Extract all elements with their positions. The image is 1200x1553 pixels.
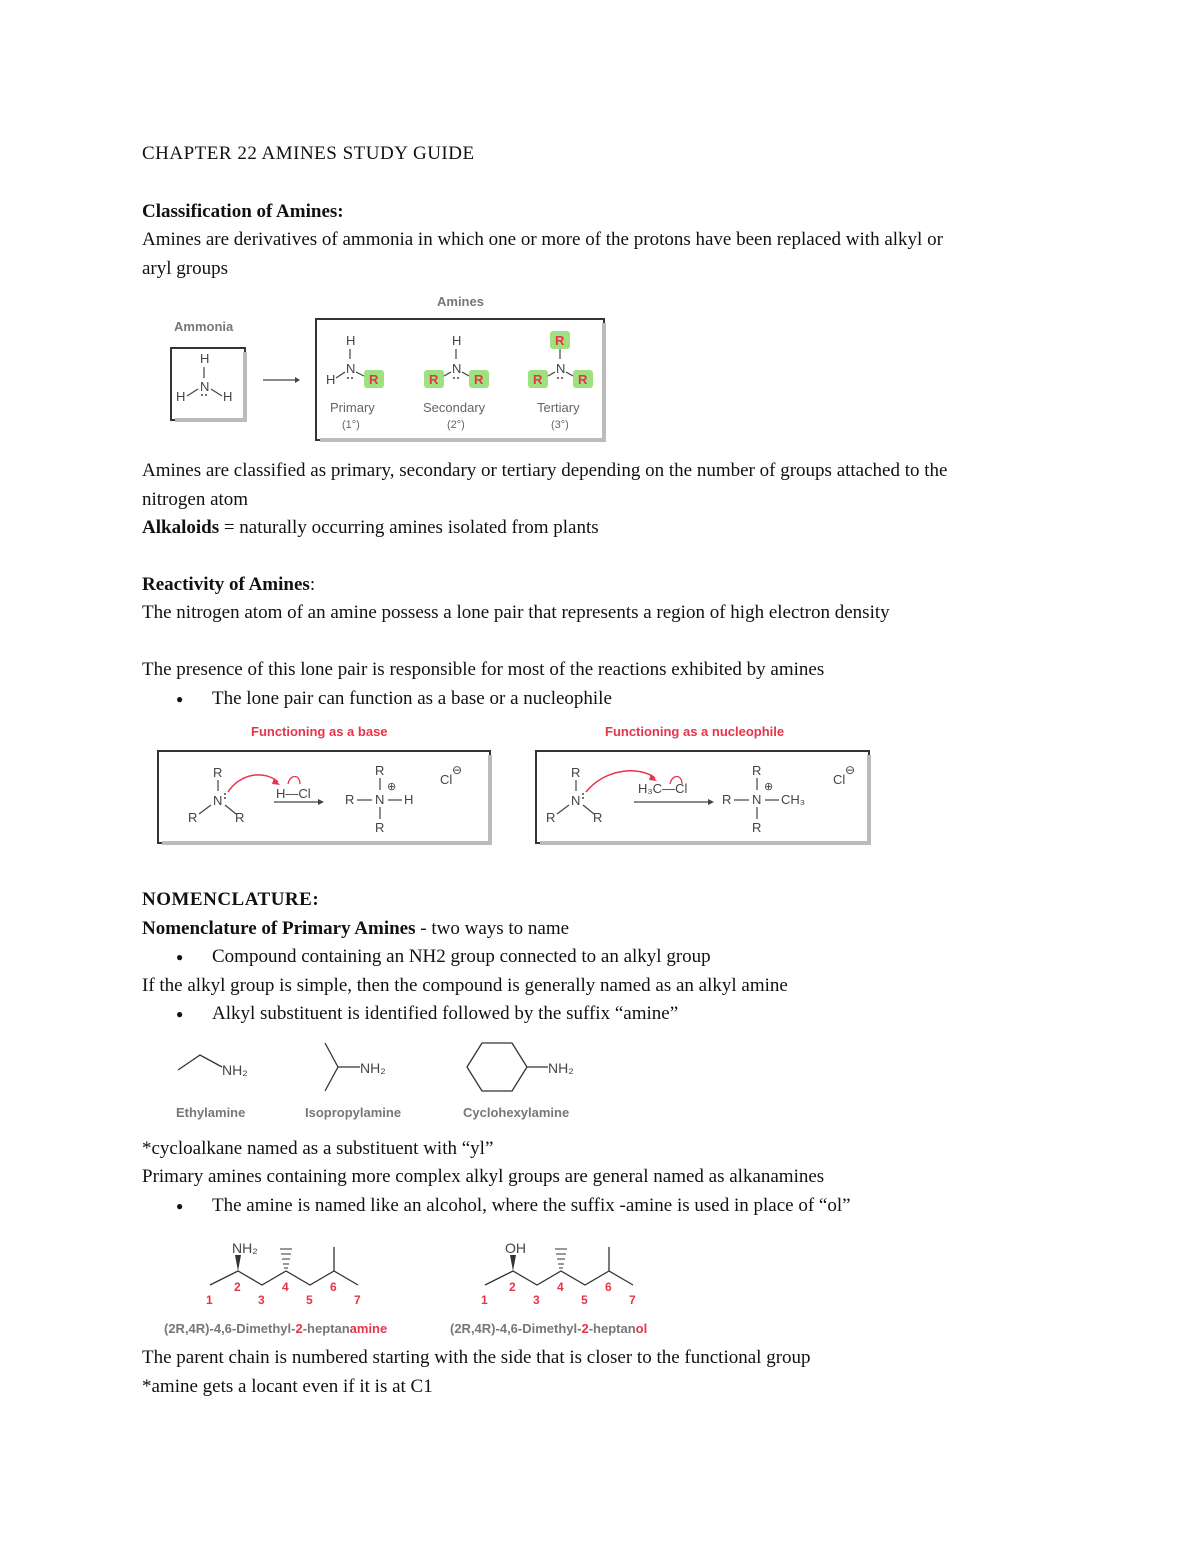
svg-text:NH₂: NH₂: [360, 1060, 386, 1076]
svg-text:R: R: [474, 372, 484, 387]
tertiary-label: Tertiary: [537, 400, 580, 415]
heptanamine-name: (2R,4R)-4,6-Dimethyl-2-heptanamine: [164, 1321, 388, 1336]
svg-text:(3°): (3°): [551, 419, 569, 431]
svg-text:(2°): (2°): [447, 419, 465, 431]
svg-text:2: 2: [509, 1280, 516, 1294]
isopropylamine-label: Isopropylamine: [305, 1105, 402, 1120]
svg-text:R: R: [375, 763, 385, 778]
svg-text:N: N: [571, 793, 581, 808]
svg-text:R: R: [369, 372, 379, 387]
svg-text:⊖: ⊖: [452, 763, 463, 777]
svg-text:Cl: Cl: [833, 772, 846, 787]
alkaloids-line: Alkaloids = naturally occurring amines isolated from plants: [142, 517, 599, 538]
cyclohexylamine-label: Cyclohexylamine: [463, 1105, 570, 1120]
svg-text:N: N: [752, 792, 762, 807]
base-title: Functioning as a base: [251, 724, 388, 739]
svg-text:7: 7: [354, 1293, 361, 1307]
reactivity-text-2: The presence of this lone pair is responsible for most of the reactions exhibited by amines: [142, 659, 825, 680]
svg-text:H—Cl: H—Cl: [276, 786, 311, 801]
svg-text:R: R: [722, 792, 732, 807]
reactivity-bullet-1: The lone pair can function as a base or a nucleophile: [212, 688, 612, 709]
nomenclature-bullet-1: Compound containing an NH2 group connected to an alkyl group: [212, 946, 711, 967]
classification-text-1: Amines are derivatives of ammonia in which one or more of the protons have been replaced with alkyl or: [142, 229, 943, 250]
svg-text:R: R: [533, 372, 543, 387]
svg-text:R: R: [593, 810, 603, 825]
svg-text:H: H: [404, 792, 414, 807]
svg-text:NH₂: NH₂: [548, 1060, 574, 1076]
svg-text:⊕: ⊕: [764, 781, 774, 793]
svg-text:R: R: [555, 333, 565, 348]
svg-text:H: H: [326, 372, 336, 387]
nomenclature-text-2: Primary amines containing more complex alkyl groups are general named as alkanamines: [142, 1166, 825, 1187]
heptanamine-figure: [160, 1235, 680, 1340]
svg-text:⊖: ⊖: [845, 763, 856, 777]
svg-text:R: R: [188, 810, 198, 825]
page-title: CHAPTER 22 AMINES STUDY GUIDE: [142, 143, 475, 164]
svg-text:NH₂: NH₂: [232, 1240, 258, 1256]
svg-text:5: 5: [581, 1293, 588, 1307]
base-box: [158, 751, 490, 843]
nomenclature-note-1: *cycloalkane named as a substituent with “yl”: [142, 1138, 494, 1159]
heptanol-name: (2R,4R)-4,6-Dimethyl-2-heptanol: [450, 1321, 648, 1336]
nomenclature-heading: NOMENCLATURE:: [142, 889, 320, 910]
svg-text:H₃C—Cl: H₃C—Cl: [638, 781, 688, 796]
svg-text:6: 6: [605, 1280, 612, 1294]
nomenclature-bullet-3: The amine is named like an alcohol, where the suffix -amine is used in place of “ol”: [212, 1195, 851, 1216]
svg-text:CH₃: CH₃: [781, 792, 806, 807]
lone-pair-reactivity-figure: [150, 718, 880, 853]
bullet-icon: ●: [176, 1199, 184, 1213]
svg-text:N: N: [452, 361, 462, 376]
simple-amines-figure: [170, 1035, 600, 1130]
svg-text:1: 1: [481, 1293, 488, 1307]
secondary-label: Secondary: [423, 400, 486, 415]
svg-text:R: R: [578, 372, 588, 387]
svg-text:H: H: [452, 333, 462, 348]
svg-text:N: N: [213, 793, 223, 808]
svg-text:N: N: [200, 379, 210, 394]
primary-amines-heading: Nomenclature of Primary Amines - two ways to name: [142, 918, 570, 939]
svg-text:OH: OH: [505, 1240, 526, 1256]
svg-text:4: 4: [557, 1280, 564, 1294]
svg-text:R: R: [213, 765, 223, 780]
nomenclature-text-1: If the alkyl group is simple, then the compound is generally named as an alkyl amine: [142, 975, 788, 996]
svg-text:4: 4: [282, 1280, 289, 1294]
svg-text:3: 3: [533, 1293, 540, 1307]
svg-text:R: R: [752, 763, 762, 778]
amines-label: Amines: [437, 294, 484, 309]
svg-text:H: H: [346, 333, 356, 348]
reactivity-heading: Reactivity of Amines:: [142, 574, 316, 595]
svg-text:R: R: [345, 792, 355, 807]
svg-text:Cl: Cl: [440, 772, 453, 787]
svg-text:H: H: [223, 389, 233, 404]
svg-text:⊕: ⊕: [387, 781, 397, 793]
svg-text:R: R: [571, 765, 581, 780]
classification-heading: Classification of Amines:: [142, 201, 344, 222]
bullet-icon: ●: [176, 692, 184, 706]
svg-text:R: R: [546, 810, 556, 825]
svg-text:1: 1: [206, 1293, 213, 1307]
nucleophile-title: Functioning as a nucleophile: [605, 724, 785, 739]
reactivity-text-1: The nitrogen atom of an amine possess a lone pair that represents a region of high electron density: [142, 602, 890, 623]
primary-label: Primary: [330, 400, 375, 415]
bullet-icon: ●: [176, 950, 184, 964]
svg-text:6: 6: [330, 1280, 337, 1294]
nucleophile-box: [536, 751, 869, 843]
nomenclature-text-3: The parent chain is numbered starting with the side that is closer to the functional group: [142, 1347, 811, 1368]
classification-after-2: nitrogen atom: [142, 489, 249, 510]
svg-text:N: N: [346, 361, 356, 376]
ethylamine-label: Ethylamine: [176, 1105, 246, 1120]
svg-text:R: R: [752, 820, 762, 835]
bullet-icon: ●: [176, 1007, 184, 1021]
svg-text:H: H: [176, 389, 186, 404]
amine-classification-figure: [160, 290, 620, 450]
svg-text:2: 2: [234, 1280, 241, 1294]
svg-text:7: 7: [629, 1293, 636, 1307]
nomenclature-bullet-2: Alkyl substituent is identified followed by the suffix “amine”: [212, 1003, 679, 1024]
nomenclature-note-2: *amine gets a locant even if it is at C1: [142, 1376, 433, 1397]
svg-text:(1°): (1°): [342, 419, 360, 431]
svg-text:H: H: [200, 351, 210, 366]
svg-text:3: 3: [258, 1293, 265, 1307]
svg-text:R: R: [235, 810, 245, 825]
svg-text:N: N: [375, 792, 385, 807]
svg-text:NH₂: NH₂: [222, 1062, 248, 1078]
svg-text:R: R: [429, 372, 439, 387]
classification-after-1: Amines are classified as primary, secondary or tertiary depending on the number of groups attached to the: [142, 460, 948, 481]
classification-text-2: aryl groups: [142, 258, 229, 279]
svg-text:R: R: [375, 820, 385, 835]
ammonia-label: Ammonia: [174, 319, 234, 334]
svg-text:N: N: [556, 361, 566, 376]
svg-text:5: 5: [306, 1293, 313, 1307]
